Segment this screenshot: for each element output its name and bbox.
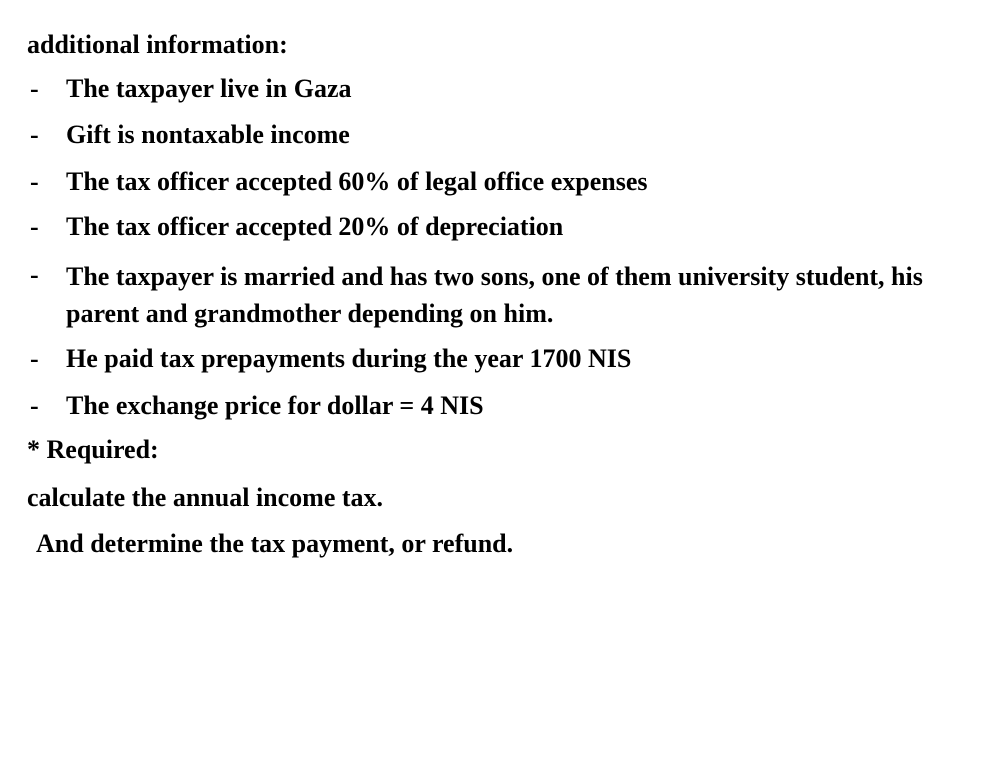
bullet-text-depreciation: The tax officer accepted 20% of depreciation bbox=[66, 212, 564, 241]
bullet-dash: - bbox=[30, 120, 39, 149]
required-title: * Required: bbox=[27, 435, 159, 464]
bullet-text-gift: Gift is nontaxable income bbox=[66, 120, 350, 149]
bullet-text-exchange-rate: The exchange price for dollar = 4 NIS bbox=[66, 391, 484, 420]
bullet-dash: - bbox=[30, 167, 39, 196]
section-heading: additional information: bbox=[27, 30, 288, 59]
bullet-dash: - bbox=[30, 212, 39, 241]
bullet-dash: - bbox=[30, 260, 39, 289]
bullet-text-prepayments: He paid tax prepayments during the year 1700 NIS bbox=[66, 344, 632, 373]
bullet-dash: - bbox=[30, 74, 39, 103]
bullet-dash: - bbox=[30, 391, 39, 420]
bullet-text-family: The taxpayer is married and has two sons, one of them university student, his parent and grandmother depending on him. bbox=[66, 262, 923, 328]
required-task-calculate: calculate the annual income tax. bbox=[27, 483, 384, 512]
bullet-dash: - bbox=[30, 344, 39, 373]
required-task-determine: And determine the tax payment, or refund. bbox=[36, 529, 514, 558]
bullet-text-legal-expenses: The tax officer accepted 60% of legal office expenses bbox=[66, 167, 648, 196]
bullet-text-location: The taxpayer live in Gaza bbox=[66, 74, 352, 103]
